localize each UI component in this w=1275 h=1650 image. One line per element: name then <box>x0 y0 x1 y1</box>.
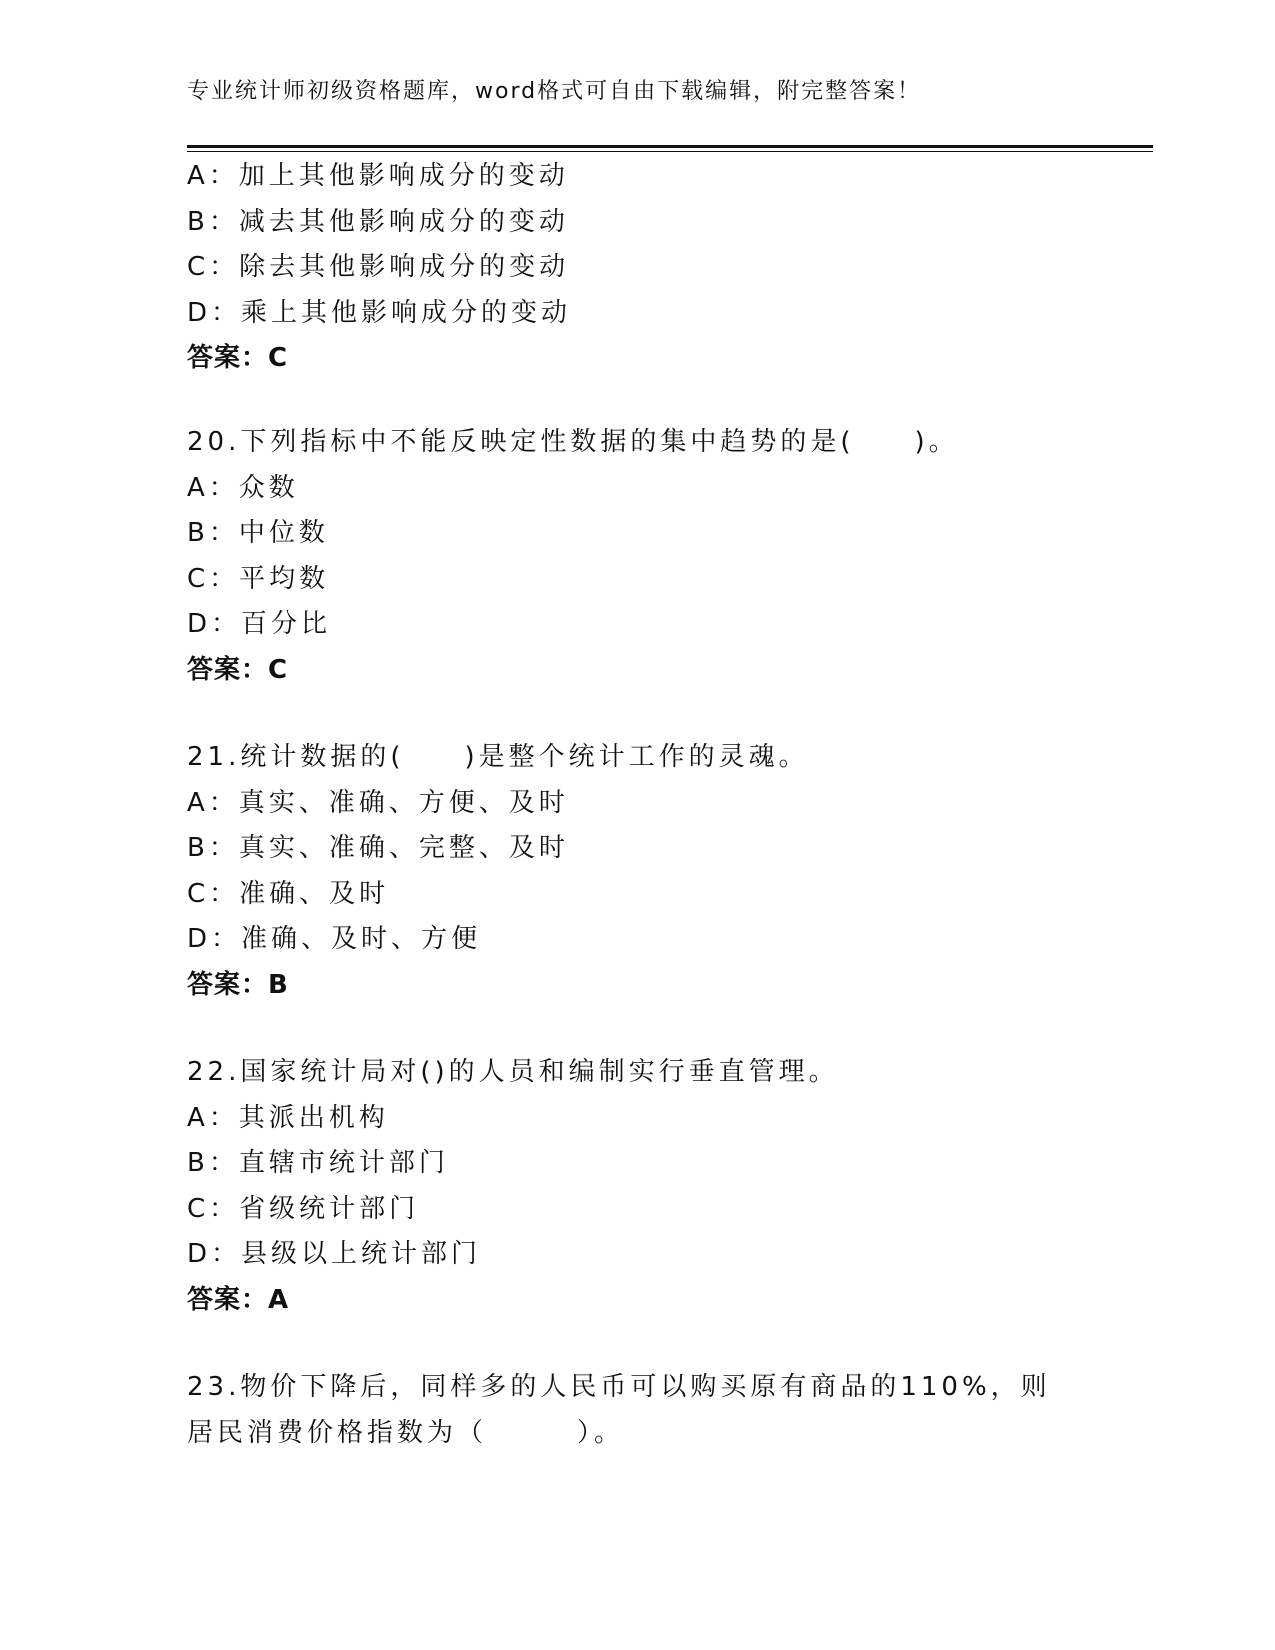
question-22 <box>187 1050 1117 1323</box>
option-c: C：除去其他影响成分的变动 <box>187 252 570 282</box>
option-a: A：真实、准确、方便、及时 <box>187 787 569 818</box>
option-a: A：众数 <box>187 472 299 503</box>
document-header: 专业统计师初级资格题库，word格式可自由下载编辑，附完整答案！ <box>187 79 922 104</box>
option-d: D：百分比 <box>187 609 332 639</box>
option-c: C：准确、及时 <box>187 878 390 909</box>
header-rule-thin <box>187 151 1153 152</box>
option-b: B：减去其他影响成分的变动 <box>187 206 569 237</box>
option-a: A：加上其他影响成分的变动 <box>187 161 569 191</box>
option-c: C：平均数 <box>187 563 330 594</box>
option-a: A：其派出机构 <box>187 1102 389 1133</box>
question-23 <box>187 1363 1067 1456</box>
answer: 答案：C <box>187 654 289 685</box>
answer: 答案：B <box>187 969 289 1000</box>
option-c: C：省级统计部门 <box>187 1193 420 1224</box>
question-stem: 23.物价下降后，同样多的人民币可以购买原有商品的110%，则居民消费价格指数为（ ）。 <box>187 1372 1051 1448</box>
option-b: B：直辖市统计部门 <box>187 1148 449 1178</box>
question-20 <box>187 420 1117 693</box>
option-b: B：中位数 <box>187 518 329 548</box>
header-rule-thick <box>187 145 1153 148</box>
option-d: D：准确、及时、方便 <box>187 924 482 954</box>
question-19 <box>187 154 1117 382</box>
option-d: D：县级以上统计部门 <box>187 1239 482 1269</box>
question-21 <box>187 735 1117 1008</box>
option-d: D：乘上其他影响成分的变动 <box>187 297 572 328</box>
answer: 答案：A <box>187 1284 290 1315</box>
question-stem: 20.下列指标中不能反映定性数据的集中趋势的是( )。 <box>187 427 959 457</box>
answer: 答案：C <box>187 343 289 373</box>
question-stem: 21.统计数据的( )是整个统计工作的灵魂。 <box>187 742 809 772</box>
question-stem: 22.国家统计局对()的人员和编制实行垂直管理。 <box>187 1057 839 1087</box>
option-b: B：真实、准确、完整、及时 <box>187 833 569 863</box>
